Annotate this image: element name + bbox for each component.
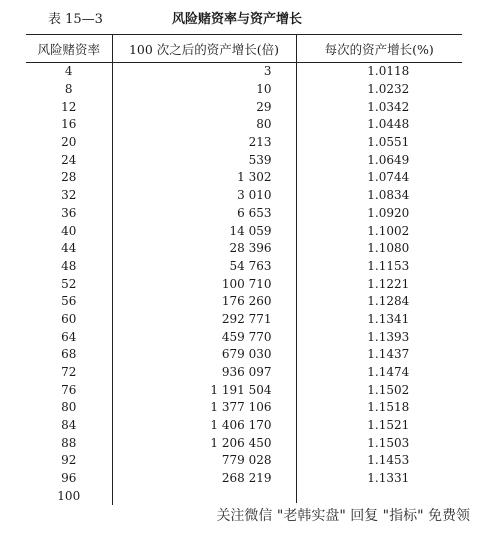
table-row xyxy=(26,452,462,470)
cell-growth-100: 679 030 xyxy=(112,346,296,364)
cell-growth-100: 100 710 xyxy=(112,275,296,293)
cell-rate: 84 xyxy=(61,418,77,433)
cell-growth-per: 1.1080 xyxy=(296,240,462,258)
cell-rate: 24 xyxy=(61,152,77,167)
column-header-rate: 风险赌资率 xyxy=(26,35,112,63)
cell-rate: 20 xyxy=(61,135,77,150)
table-row xyxy=(26,205,462,223)
cell-rate: 32 xyxy=(61,188,77,203)
cell-growth-per: 1.1474 xyxy=(296,364,462,382)
cell-growth-per: 1.0834 xyxy=(296,187,462,205)
cell-growth-per: 1.0342 xyxy=(296,98,462,116)
cell-growth-100: 3 010 xyxy=(112,187,296,205)
cell-rate: 68 xyxy=(61,347,77,362)
cell-growth-100: 459 770 xyxy=(112,328,296,346)
data-table xyxy=(26,34,462,505)
cell-growth-100: 936 097 xyxy=(112,364,296,382)
cell-rate: 36 xyxy=(61,205,77,220)
table-row xyxy=(26,381,462,399)
cell-growth-per: 1.0118 xyxy=(296,63,462,81)
table-caption xyxy=(0,8,484,30)
table-row xyxy=(26,399,462,417)
table-row xyxy=(26,169,462,187)
table-row xyxy=(26,98,462,116)
cell-growth-per: 1.1002 xyxy=(296,222,462,240)
cell-rate: 12 xyxy=(61,99,77,114)
cell-rate: 64 xyxy=(61,329,77,344)
cell-rate: 16 xyxy=(61,117,77,132)
cell-growth-100: 28 396 xyxy=(112,240,296,258)
column-header-growth-100: 100 次之后的资产增长(倍) xyxy=(112,35,296,63)
cell-growth-per: 1.1153 xyxy=(296,258,462,276)
table-row xyxy=(26,470,462,488)
cell-rate: 48 xyxy=(61,258,77,273)
cell-growth-per: 1.1502 xyxy=(296,381,462,399)
cell-growth-per: 1.1331 xyxy=(296,470,462,488)
cell-growth-per: 1.1221 xyxy=(296,275,462,293)
cell-growth-100: 1 302 xyxy=(112,169,296,187)
table-number: 表 15—3 xyxy=(48,12,103,27)
cell-rate: 92 xyxy=(61,453,77,468)
table-row xyxy=(26,240,462,258)
cell-growth-100: 539 xyxy=(112,151,296,169)
cell-rate: 60 xyxy=(61,311,77,326)
table-row xyxy=(26,187,462,205)
cell-growth-100: 1 406 170 xyxy=(112,417,296,435)
cell-growth-per: 1.1341 xyxy=(296,311,462,329)
cell-growth-per: 1.0744 xyxy=(296,169,462,187)
watermark-banner: 关注微信 "老韩实盘" 回复 "指标" 免费领 xyxy=(206,503,478,529)
table-row xyxy=(26,417,462,435)
cell-growth-100: 1 206 450 xyxy=(112,434,296,452)
cell-growth-per: 1.0920 xyxy=(296,205,462,223)
table-row xyxy=(26,364,462,382)
table-row xyxy=(26,151,462,169)
cell-growth-per: 1.1518 xyxy=(296,399,462,417)
cell-growth-100: 54 763 xyxy=(112,258,296,276)
cell-rate: 4 xyxy=(64,64,73,79)
cell-growth-100: 3 xyxy=(112,63,296,81)
cell-rate: 100 xyxy=(57,488,81,503)
cell-rate: 80 xyxy=(61,400,77,415)
cell-growth-per: 1.1437 xyxy=(296,346,462,364)
cell-growth-100: 1 191 504 xyxy=(112,381,296,399)
cell-rate: 40 xyxy=(61,223,77,238)
cell-growth-100: 268 219 xyxy=(112,470,296,488)
table-row xyxy=(26,328,462,346)
cell-growth-per: 1.1453 xyxy=(296,452,462,470)
column-header-growth-per: 每次的资产增长(%) xyxy=(296,35,462,63)
cell-rate: 44 xyxy=(61,241,77,256)
cell-growth-per: 1.1284 xyxy=(296,293,462,311)
cell-growth-per: 1.0448 xyxy=(296,116,462,134)
cell-rate: 52 xyxy=(61,276,77,291)
table-row xyxy=(26,258,462,276)
table-row xyxy=(26,134,462,152)
cell-growth-100: 6 653 xyxy=(112,205,296,223)
cell-rate: 88 xyxy=(61,435,77,450)
cell-growth-per: 1.0551 xyxy=(296,134,462,152)
table-row xyxy=(26,81,462,99)
cell-growth-100: 14 059 xyxy=(112,222,296,240)
cell-rate: 28 xyxy=(61,170,77,185)
table-row xyxy=(26,434,462,452)
cell-rate: 96 xyxy=(61,471,77,486)
table-row xyxy=(26,222,462,240)
table-row xyxy=(26,346,462,364)
cell-growth-100: 80 xyxy=(112,116,296,134)
cell-growth-100: 213 xyxy=(112,134,296,152)
cell-rate: 8 xyxy=(64,82,73,97)
table-row xyxy=(26,311,462,329)
cell-growth-100: 176 260 xyxy=(112,293,296,311)
cell-rate: 56 xyxy=(61,294,77,309)
cell-growth-100: 779 028 xyxy=(112,452,296,470)
cell-growth-100: 292 771 xyxy=(112,311,296,329)
table-row xyxy=(26,293,462,311)
cell-rate: 72 xyxy=(61,365,77,380)
cell-growth-per: 1.1503 xyxy=(296,434,462,452)
cell-growth-100: 29 xyxy=(112,98,296,116)
cell-growth-per: 1.0649 xyxy=(296,151,462,169)
table-row xyxy=(26,63,462,81)
header-row xyxy=(26,35,462,63)
cell-growth-100: 1 377 106 xyxy=(112,399,296,417)
cell-rate: 76 xyxy=(61,382,77,397)
table-row xyxy=(26,275,462,293)
table-row xyxy=(26,116,462,134)
cell-growth-per: 1.0232 xyxy=(296,81,462,99)
cell-growth-100: 10 xyxy=(112,81,296,99)
cell-growth-per: 1.1393 xyxy=(296,328,462,346)
table-title: 风险赌资率与资产增长 xyxy=(172,12,303,27)
cell-growth-per: 1.1521 xyxy=(296,417,462,435)
